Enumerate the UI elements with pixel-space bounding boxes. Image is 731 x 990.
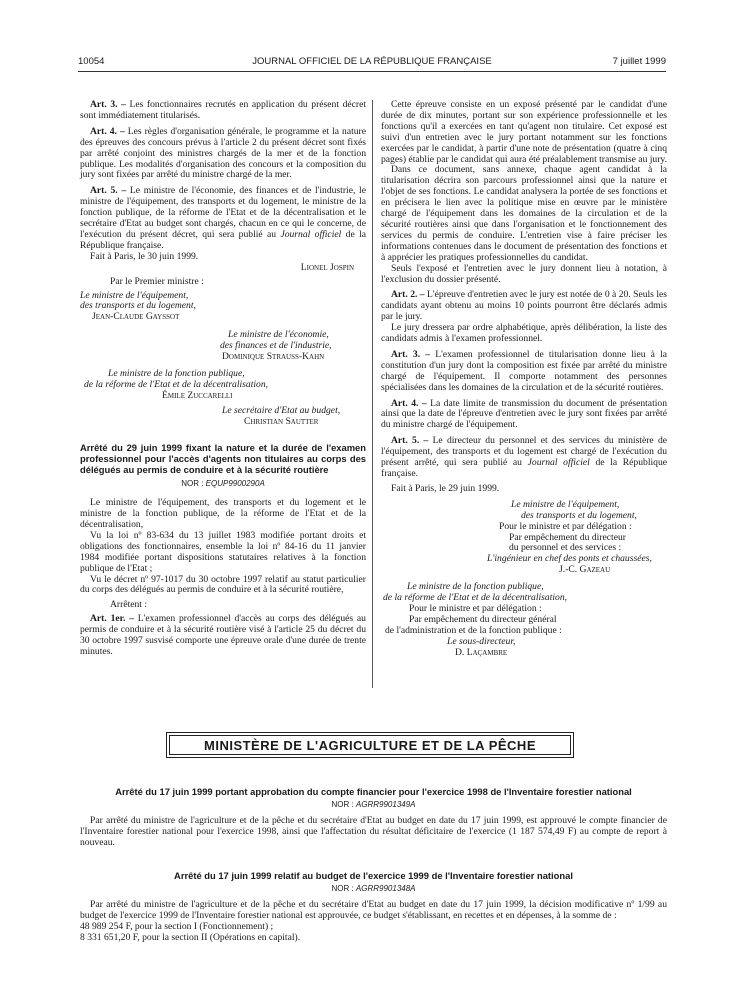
issue-date: 7 juillet 1999: [612, 56, 666, 67]
page-header: [78, 56, 666, 70]
journal-title: JOURNAL OFFICIEL DE LA RÉPUBLIQUE FRANÇAISE: [252, 56, 492, 67]
decree-article-5: Art. 5. – Le ministre de l'économie, des finances et de l'industrie, le ministre de l'équipement, des transports et du logement, le ministre de la fonction publique, de la réforme de l'Etat et de la décentralisation et le secrétaire d'Etat au budget sont chargés, chacun en ce qui le concerne, de l'exécution du présent décret, qui sera publié au Journal officiel de la République française.: [80, 185, 366, 251]
arrete-article-4: Art. 4. – La date limite de transmission du document de présentation ainsi que la date de l'épreuve d'entretien avec le jury sont fixées par arrêté du ministre chargé de l'équipement.: [381, 397, 667, 431]
arrete-article-3: Art. 3. – L'examen professionnel de titularisation donne lieu à la constitution d'un jury dont la composition est fixée par arrêté du ministre chargé de l'équipement. Il comporte notamment des personnes spécialisées dans les domaines de la circulation et de la sécurité routières.: [381, 348, 668, 393]
page-number: 10054: [78, 56, 105, 67]
arrete-budget-text: Par arrêté du ministre de l'agriculture et de la pêche et du secrétaire d'Etat au budget en date du 17 juin 1999, la décision modificative nº 1/99 au budget de l'exercice 1999 de l'Inventaire forestier national est approuvée, ce budget s'établissant, en recettes et en dépenses, à la somme de :: [80, 898, 667, 921]
arrete-compte-title: Arrêté du 17 juin 1999 portant approbation du compte financier pour l'exercice 1998 de l'Inventaire forestier national: [115, 786, 632, 797]
column-divider: [372, 100, 373, 688]
visa-decret: Vu le décret nº 97-1017 du 30 octobre 1997 relatif au statut particulier du corps des délégués au permis de conduire et à la sécurité routière,: [80, 573, 366, 596]
arretent: Arrêtent :: [110, 599, 148, 611]
arrete-budget-title: Arrêté du 17 juin 1999 relatif au budget de l'exercice 1999 de l'Inventaire forestier national: [174, 870, 573, 881]
par-premier-ministre: Par le Premier ministre :: [110, 275, 204, 287]
signature-pm: Lionel Jospin: [300, 261, 354, 273]
arrete-compte-text: Par arrêté du ministre de l'agriculture et de la pêche et du secrétaire d'Etat au budget en date du 17 juin 1999, est approuvé le compte financier de l'Inventaire forestier national pour l'exercice 1998, ainsi que l'affectation du résultat déficitaire de l'exercice (1 187 574,49 F) au compte de report à nouveau.: [80, 814, 667, 848]
left-column: [80, 100, 366, 658]
signatory-block-equipement: Le ministre de l'équipement, des transports et du logement, Pour le ministre et par délégation : Par empêchement du directeur du personnel et des services : L'ingénieur en chef des ponts et chaussées, J.-C. Gazeau: [487, 498, 652, 576]
right-column: [381, 100, 667, 659]
budget-line-section-2: 8 331 651,20 F, pour la section II (Opérations en capital).: [80, 931, 301, 943]
decree-fait: Fait à Paris, le 30 juin 1999.: [90, 250, 199, 262]
nor-reference: NOR : EQUP9900290A: [181, 479, 265, 489]
ministry-title: MINISTÈRE DE L'AGRICULTURE ET DE LA PÊCHE: [169, 735, 571, 755]
visa-loi: Vu la loi nº 83-634 du 13 juillet 1983 modifiée portant droits et obligations des fonctionnaires, ensemble la loi nº 84-16 du 11 janvier 1984 modifiée portant dispositions statutaires relatives à la fonction publique de l'Etat ;: [80, 529, 366, 574]
signatory-equipement: Le ministre de l'équipement, des transports et du logement, Jean-Claude Gayssot: [80, 289, 196, 323]
signatory-budget: Le secrétaire d'Etat au budget, Christian Sautter: [222, 404, 341, 427]
jury-liste: Le jury dressera par ordre alphabétique, après délibération, la liste des candidats admis à l'examen professionnel.: [381, 322, 667, 345]
arrete-budget-nor: NOR : AGRR9901348A: [331, 883, 416, 893]
arrete-budget: [80, 871, 667, 943]
document-description: Dans ce document, sans annexe, chaque agent candidat à la titularisation décrira son parcours professionnel ainsi que la nature et l'objet de ses fonctions. Le candidat analysera la portée de ses fonctions et en précisera le lien avec la politique mise en œuvre par le ministère chargé de l'équipement dans les domaines de la circulation et de la sécurité routières ainsi que dans l'organisation et le fonctionnement des services du permis de conduire. L'entretien vise à faire préciser les informations contenues dans le document de présentation des fonctions et à apprécier les pratiques professionnelles du candidat.: [381, 164, 667, 263]
arrete-article-1: Art. 1er. – L'examen professionnel d'accès au corps des délégués au permis de conduire et à la sécurité routière visé à l'article 25 du décret du 30 octobre 1997 susvisé comporte une épreuve orale d'une durée de trente minutes.: [80, 613, 366, 657]
arrete-fait: Fait à Paris, le 29 juin 1999.: [391, 482, 500, 494]
visa-ministres: Le ministre de l'équipement, des transports et du logement et le ministre de la fonction publique, de la réforme de l'Etat et de la décentralisation,: [80, 497, 366, 530]
notation: Seuls l'exposé et l'entretien avec le jury donnent lieu à notation, à l'exclusion du dossier présenté.: [381, 262, 667, 285]
arrete-article-5: Art. 5. – Le directeur du personnel et des services du ministère de l'équipement, des transports et du logement est chargé de l'exécution du présent arrêté, qui sera publié au Journal officiel de la République française.: [381, 435, 668, 479]
budget-line-section-1: 48 989 254 F, pour la section I (Fonctionnement) ;: [80, 920, 274, 932]
epreuve-description: Cette épreuve consiste en un exposé présenté par le candidat d'une durée de dix minutes, portant sur son expérience professionnelle et les fonctions qu'il a exercées en tant qu'agent non titulaire. Cet exposé est suivi d'un entretien avec le jury portant notamment sur les fonctions exercées par le candidat, à partir d'une note de présentation (quatre à cinq pages) établie par le candidat qui aura été préalablement transmise au jury.: [381, 99, 667, 165]
decree-article-4: Art. 4. – Les règles d'organisation générale, le programme et la nature des épreuves des concours prévus à l'article 2 du présent décret sont fixés par arrêté conjoint des ministres chargés de la mer et de la fonction publique. Les modalités d'organisation des concours et la composition du jury sont fixées par arrêté du ministre chargé de la mer.: [80, 125, 366, 181]
ministry-banner: [166, 732, 574, 758]
arrete-title: Arrêté du 29 juin 1999 fixant la nature et la durée de l'examen professionnel pour l'accès d'agents non titulaires au corps des délégués au permis de conduire et à la sécurité routière: [80, 442, 366, 475]
header-rule: [78, 71, 666, 72]
arrete-article-2: Art. 2. – L'épreuve d'entretien avec le jury est notée de 0 à 20. Seuls les candidats ayant obtenu au moins 10 points pourront être déclarés admis par le jury.: [381, 289, 667, 323]
arrete-compte-financier: [80, 787, 667, 849]
decree-article-3: Art. 3. – Les fonctionnaires recrutés en application du présent décret sont immédiatement titularisés.: [80, 99, 366, 121]
signatory-block-fonction-publique: Le ministre de la fonction publique, de la réforme de l'Etat et de la décentralisation, Pour le ministre et par délégation : Par empêchement du directeur général de l'administration et de la fonction publique : Le sous-directeur, D. Laçambre: [383, 581, 568, 658]
signatory-fonction-publique: Le ministre de la fonction publique, de la réforme de l'Etat et de la décentralisation, Émile Zuccarelli: [84, 367, 269, 401]
signatory-economie: Le ministre de l'économie, des finances et de l'industrie, Dominique Strauss-Kahn: [220, 329, 332, 363]
arrete-compte-nor: NOR : AGRR9901349A: [331, 799, 416, 809]
